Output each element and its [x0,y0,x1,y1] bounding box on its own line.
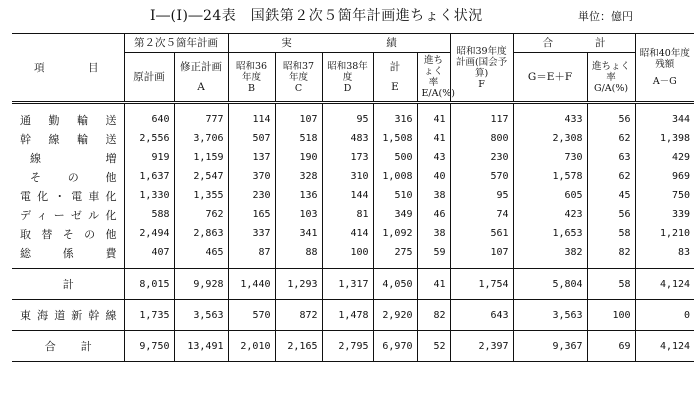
spacer-cell [275,103,322,111]
cell-fy40-remaining: 1,398 [635,129,694,148]
cell-sum: 5,804 [513,269,587,300]
cell-fy37: 872 [275,300,322,331]
cell-fy40-remaining: 429 [635,148,694,167]
header-s37 [275,53,322,103]
cell-fy40-remaining: 969 [635,167,694,186]
cell-sum: 433 [513,110,587,129]
spacer-cell [417,103,450,111]
cell-fy36: 114 [228,110,275,129]
header-s38-code: D [343,82,352,94]
row-label: 取替その他 [20,227,118,241]
cell-fy37: 1,293 [275,269,322,300]
spacer-cell [373,103,417,111]
spacer-cell [228,103,275,111]
cell-fy39-plan: 800 [450,129,513,148]
header-total [373,53,417,103]
cell-fy36: 507 [228,129,275,148]
cell-sum: 423 [513,205,587,224]
table-row [12,224,694,243]
cell-fy36: 87 [228,243,275,262]
header-item: 項 目 [34,61,102,74]
row-label: ディーゼル化 [20,208,118,222]
cell-progress: 59 [417,243,450,262]
cell-sum: 730 [513,148,587,167]
cell-total: 316 [373,110,417,129]
header-original-plan: 原計画 [124,53,174,103]
header-s38 [322,53,373,103]
cell-fy40-remaining: 339 [635,205,694,224]
cell-progress: 38 [417,224,450,243]
cell-fy40-remaining: 4,124 [635,331,694,362]
cell-fy37: 136 [275,186,322,205]
header-revised-plan-label: 修正計画 [180,61,222,73]
table-row [12,205,694,224]
cell-fy38: 173 [322,148,373,167]
row-label: その他 [30,170,118,184]
cell-fy38: 310 [322,167,373,186]
header-revised-plan [174,53,228,103]
cell-total: 6,970 [373,331,417,362]
row-label: 合 計 [12,331,124,362]
spacer-cell [124,103,174,111]
cell-fy40-remaining: 0 [635,300,694,331]
cell-original-plan: 588 [124,205,174,224]
cell-revised-plan: 2,863 [174,224,228,243]
table-row [12,110,694,129]
cell-revised-plan: 13,491 [174,331,228,362]
header-s39-code: F [478,78,485,90]
row-spacer [12,103,694,111]
cell-sum: 3,563 [513,300,587,331]
table-row [12,148,694,167]
cell-fy40-remaining: 344 [635,110,694,129]
cell-revised-plan: 762 [174,205,228,224]
cell-sum-progress: 69 [587,331,635,362]
cell-fy38: 483 [322,129,373,148]
cell-sum-progress: 56 [587,110,635,129]
table-title: I―(I)―24表 国鉄第２次５箇年計画進ちょく状況 [150,8,483,24]
subtotal-row [12,269,694,300]
cell-fy38: 1,317 [322,269,373,300]
row-label: 計 [12,269,124,300]
cell-total: 1,508 [373,129,417,148]
cell-fy40-remaining: 4,124 [635,269,694,300]
cell-fy37: 328 [275,167,322,186]
header-s40 [635,34,694,103]
cell-fy36: 2,010 [228,331,275,362]
header-s36-code: B [248,82,255,94]
header-plan-group: 第２次５箇年計画 [124,34,228,53]
cell-fy36: 337 [228,224,275,243]
spacer-cell [587,103,635,111]
table-row [12,186,694,205]
cell-original-plan: 9,750 [124,331,174,362]
cell-fy39-plan: 561 [450,224,513,243]
cell-fy37: 518 [275,129,322,148]
cell-sum-progress: 100 [587,300,635,331]
cell-original-plan: 1,330 [124,186,174,205]
header-sum-progress-label: 進ちょく率 [592,60,631,83]
cell-sum-progress: 62 [587,167,635,186]
table-row [12,243,694,262]
cell-total: 4,050 [373,269,417,300]
cell-fy39-plan: 2,397 [450,331,513,362]
cell-progress: 52 [417,331,450,362]
header-s36-label: 昭和36年度 [235,60,268,83]
cell-original-plan: 1,637 [124,167,174,186]
cell-fy36: 1,440 [228,269,275,300]
cell-fy39-plan: 107 [450,243,513,262]
unit-label: 単位：億円 [578,10,633,23]
cell-fy36: 165 [228,205,275,224]
header-actual-group: 実 績 [228,34,450,53]
grand-total-row [12,331,694,362]
cell-sum-progress: 62 [587,129,635,148]
cell-progress: 41 [417,269,450,300]
cell-fy38: 2,795 [322,331,373,362]
cell-progress: 46 [417,205,450,224]
header-s36 [228,53,275,103]
row-label: 電化・電車化 [20,189,118,203]
row-label: 総係費 [20,246,118,260]
cell-revised-plan: 2,547 [174,167,228,186]
header-sum-progress-code: G/A(%) [594,82,629,94]
cell-revised-plan: 9,928 [174,269,228,300]
spacer-cell [322,103,373,111]
cell-original-plan: 919 [124,148,174,167]
header-revised-code: A [197,81,205,93]
cell-original-plan: 2,494 [124,224,174,243]
header-s40-code: A－G [652,76,677,87]
cell-total: 275 [373,243,417,262]
cell-fy37: 88 [275,243,322,262]
cell-revised-plan: 1,159 [174,148,228,167]
row-label: 東海道新幹線 [12,300,124,331]
header-s40-label: 昭和40年度残額 [639,48,690,70]
cell-fy39-plan: 1,754 [450,269,513,300]
header-sum-group: 合 計 [513,34,635,53]
cell-fy36: 370 [228,167,275,186]
cell-sum: 382 [513,243,587,262]
cell-fy38: 414 [322,224,373,243]
cell-revised-plan: 777 [174,110,228,129]
cell-fy38: 144 [322,186,373,205]
cell-fy39-plan: 230 [450,148,513,167]
cell-sum: 2,308 [513,129,587,148]
cell-fy37: 190 [275,148,322,167]
header-s37-code: C [294,82,303,94]
cell-sum-progress: 58 [587,224,635,243]
cell-total: 1,008 [373,167,417,186]
cell-revised-plan: 3,706 [174,129,228,148]
cell-fy36: 570 [228,300,275,331]
cell-sum-progress: 45 [587,186,635,205]
header-s38-label: 昭和38年度 [327,60,368,83]
cell-progress: 38 [417,186,450,205]
header-s39-label: 昭和39年度計画(国会予算) [455,45,508,79]
cell-sum: 1,653 [513,224,587,243]
header-sum-progress [587,53,635,103]
cell-sum: 9,367 [513,331,587,362]
cell-total: 349 [373,205,417,224]
cell-fy39-plan: 117 [450,110,513,129]
cell-progress: 82 [417,300,450,331]
cell-total: 500 [373,148,417,167]
cell-fy38: 81 [322,205,373,224]
spacer-cell [450,103,513,111]
cell-fy37: 2,165 [275,331,322,362]
header-s37-label: 昭和37年度 [282,60,315,83]
spacer-cell [12,103,124,111]
header-progress-label: 進ちょく率 [424,55,444,88]
cell-fy39-plan: 570 [450,167,513,186]
cell-fy36: 137 [228,148,275,167]
cell-sum-progress: 82 [587,243,635,262]
cell-fy39-plan: 643 [450,300,513,331]
cell-fy38: 100 [322,243,373,262]
cell-progress: 40 [417,167,450,186]
row-label: 線 増 [30,151,118,165]
cell-total: 2,920 [373,300,417,331]
cell-sum: 605 [513,186,587,205]
cell-fy39-plan: 95 [450,186,513,205]
cell-fy38: 1,478 [322,300,373,331]
cell-progress: 43 [417,148,450,167]
spacer-cell [174,103,228,111]
row-label: 幹線輸送 [20,132,118,146]
cell-fy37: 107 [275,110,322,129]
progress-table [12,33,694,362]
cell-original-plan: 2,556 [124,129,174,148]
cell-total: 1,092 [373,224,417,243]
cell-original-plan: 1,735 [124,300,174,331]
spacer-cell [513,103,587,111]
cell-progress: 41 [417,110,450,129]
row-label: 通勤輸送 [20,113,118,127]
shinkansen-row [12,300,694,331]
cell-sum-progress: 58 [587,269,635,300]
cell-revised-plan: 465 [174,243,228,262]
cell-fy39-plan: 74 [450,205,513,224]
cell-fy36: 230 [228,186,275,205]
header-total-code: E [391,81,399,93]
cell-fy40-remaining: 83 [635,243,694,262]
header-sum-formula: G＝E＋F [513,53,587,103]
cell-sum: 1,578 [513,167,587,186]
cell-sum-progress: 56 [587,205,635,224]
cell-revised-plan: 3,563 [174,300,228,331]
cell-fy40-remaining: 750 [635,186,694,205]
cell-progress: 41 [417,129,450,148]
table-row [12,129,694,148]
header-progress [417,53,455,103]
cell-sum-progress: 63 [587,148,635,167]
spacer-cell [635,103,694,111]
cell-original-plan: 407 [124,243,174,262]
cell-original-plan: 640 [124,110,174,129]
header-total-label: 計 [389,61,401,73]
table-row [12,167,694,186]
cell-fy37: 103 [275,205,322,224]
cell-total: 510 [373,186,417,205]
cell-fy37: 341 [275,224,322,243]
cell-fy40-remaining: 1,210 [635,224,694,243]
cell-fy38: 95 [322,110,373,129]
cell-revised-plan: 1,355 [174,186,228,205]
header-s39 [450,34,513,103]
header-progress-code: E/A(%) [421,88,455,99]
cell-original-plan: 8,015 [124,269,174,300]
